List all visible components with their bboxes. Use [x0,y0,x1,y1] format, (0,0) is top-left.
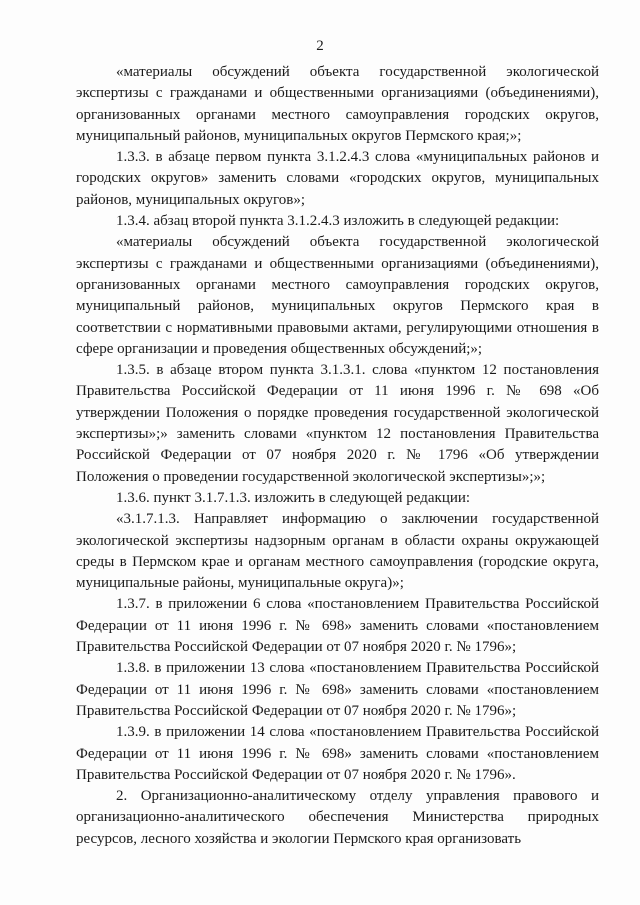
paragraph-1-3-6: 1.3.6. пункт 3.1.7.1.3. изложить в следующей редакции: [116,489,471,506]
paragraph-1-3-8: 1.3.8. в приложении 13 слова «постановлением Правительства Российской Федерации от 11 июня 1996 г. № 698» заменить словами «постановлением Правительства Российской Федерации от 07 ноября 2020 г. № 1796»; [76,660,599,719]
paragraph-2: 2. Организационно-аналитическому отделу управления правового и организационно-аналитического обеспечения Министерства природных ресурсов, лесного хозяйства и экологии Пермского края организовать [76,788,599,847]
paragraph-quote-materials: «материалы обсуждений объекта государственной экологической экспертизы с гражданами и общественными организациями (объединениями), организованных органами местного самоуправления городских округов, муниципальный районов, муниципальных округов Пермского края;»; [76,64,599,144]
document-body [76,62,599,850]
paragraph-1-3-4: 1.3.4. абзац второй пункта 3.1.2.4.3 изложить в следующей редакции: [116,213,560,230]
paragraph-1-3-3: 1.3.3. в абзаце первом пункта 3.1.2.4.3 слова «муниципальных районов и городских округов» заменить словами «городских округов, муниципальных районов, муниципальных округов»; [76,149,599,208]
paragraph-quote-3-1-7-1-3: «3.1.7.1.3. Направляет информацию о заключении государственной экологической экспертизы надзорным органам в области охраны окружающей среды в Пермском крае и органам местного самоуправления (городские округа, муниципальные районы, муниципальные округа)»; [76,511,599,592]
paragraph-1-3-9: 1.3.9. в приложении 14 слова «постановлением Правительства Российской Федерации от 11 июня 1996 г. № 698» заменить словами «постановлением Правительства Российской Федерации от 07 ноября 2020 г. № 1796». [76,724,599,783]
page-number: 2 [316,38,324,54]
paragraph-1-3-5: 1.3.5. в абзаце втором пункта 3.1.3.1. слова «пунктом 12 постановления Правительства Российской Федерации от 11 июня 1996 г. № 698 «Об утверждении Положения о порядке проведения государственной экологической экспертизы»;» заменить словами «пунктом 12 постановления Правительства Российской Федерации от 07 ноября 2020 г. № 1796 «Об утверждении Положения о проведении государственной экологической экспертизы»;»; [76,362,599,485]
paragraph-quote-materials-new: «материалы обсуждений объекта государственной экологической экспертизы с гражданами и общественными организациями (объединениями), организованных органами местного самоуправления городских округов, муниципальный районов, муниципальных округов Пермского края в соответствии с нормативными правовыми актами, регулирующими отношения в сфере организации и проведения общественных обсуждений;»; [76,234,599,357]
paragraph-1-3-7: 1.3.7. в приложении 6 слова «постановлением Правительства Российской Федерации от 11 июня 1996 г. № 698» заменить словами «постановлением Правительства Российской Федерации от 07 ноября 2020 г. № 1796»; [76,596,599,656]
